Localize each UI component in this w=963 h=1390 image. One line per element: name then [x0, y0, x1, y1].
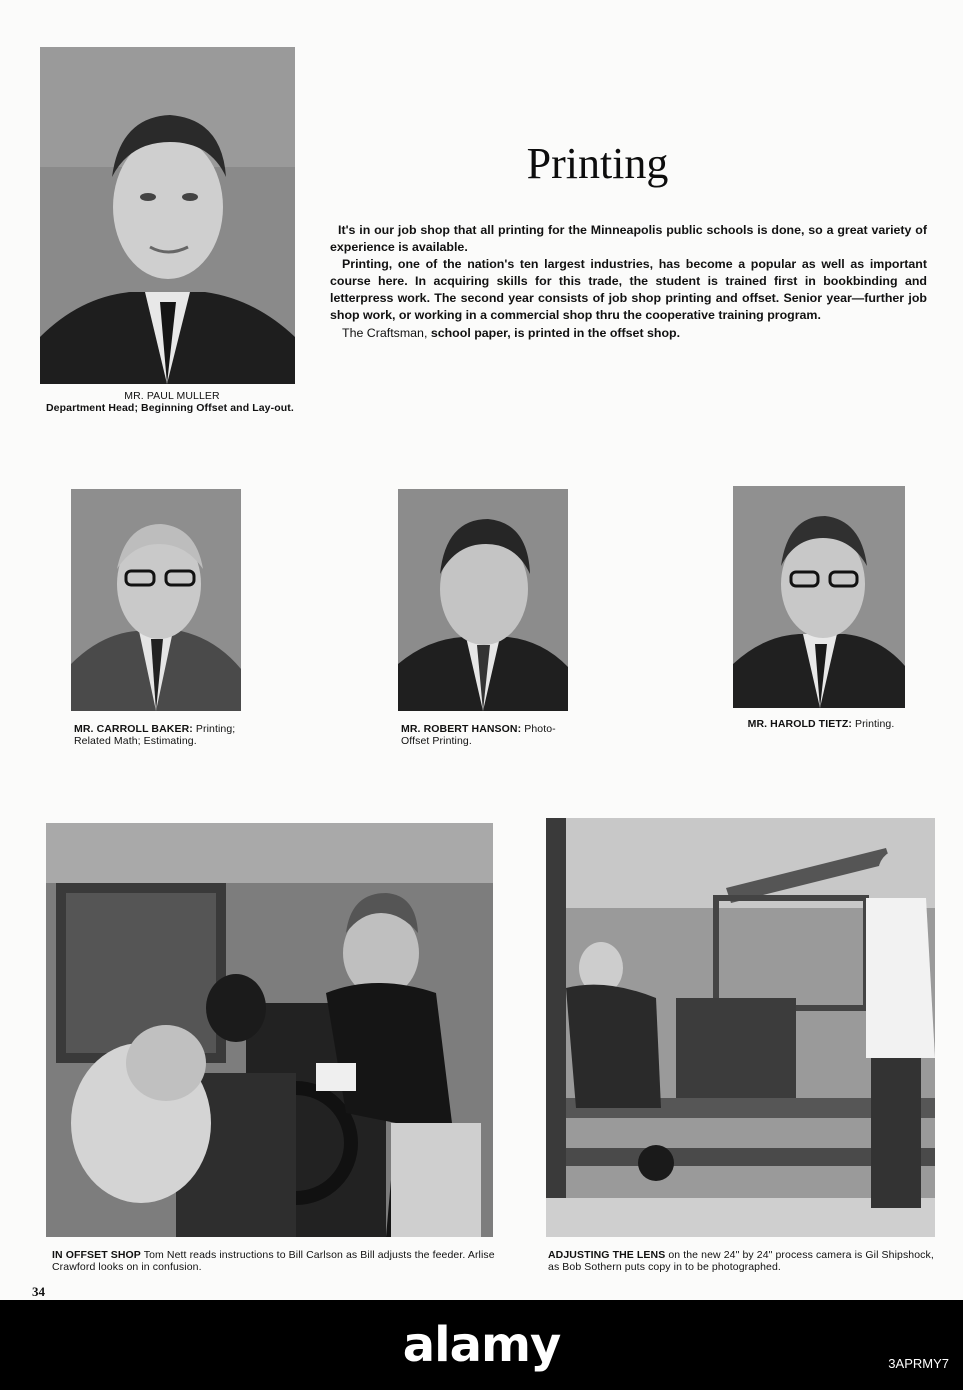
caption-text: on the new 24" by 24" process camera is Gil Shipshock, as Bob Sothern puts copy in to be photographed.: [548, 1249, 934, 1273]
watermark-image-id: 3APRMY7: [888, 1356, 949, 1371]
page-title: Printing: [526, 139, 669, 188]
publication-name: The Craftsman,: [342, 325, 428, 340]
article-body: [330, 222, 927, 342]
photo-offset-shop: [46, 823, 493, 1237]
photo-process-camera: [546, 818, 935, 1237]
caption-lead: ADJUSTING THE LENS: [548, 1249, 666, 1261]
article-paragraph: It's in our job shop that all printing for the Minneapolis public schools is done, so a great variety of experience is available.: [330, 223, 927, 255]
article-paragraph: Printing, one of the nation's ten largest industries, has become a popular as well as important course here. In acquiring skills for this trade, the student is trained first in bookbinding and letterpress work. The second year consists of job shop printing and offset. Senior year—further job shop work, or working in a commercial shop thru the cooperative training program.: [330, 257, 927, 323]
portrait-role: Department Head; Beginning Offset and Lay-out.: [46, 402, 294, 414]
portrait-role: Printing; Related Math; Estimating.: [74, 723, 236, 747]
photo-caption-offset-shop: [52, 1249, 497, 1273]
portrait-caption-robert-hanson: [401, 723, 571, 747]
article-paragraph-rest: school paper, is printed in the offset shop.: [427, 325, 681, 340]
portrait-role: Photo-Offset Printing.: [401, 723, 556, 747]
page-number: 34: [32, 1284, 45, 1299]
portrait-role: Printing.: [851, 718, 895, 730]
portrait-name: MR. CARROLL BAKER:: [74, 723, 193, 735]
photo-caption-process-camera: [548, 1249, 936, 1273]
portrait-robert-hanson: [398, 489, 568, 711]
portrait-name: MR. PAUL MULLER: [124, 390, 220, 402]
caption-text: Tom Nett reads instructions to Bill Carlson as Bill adjusts the feeder. Arlise Crawford looks on in confusion.: [52, 1249, 495, 1273]
portrait-name: MR. ROBERT HANSON:: [401, 723, 522, 735]
portrait-carroll-baker: [71, 489, 241, 711]
portrait-paul-muller: [40, 47, 295, 384]
article-paragraph: [330, 325, 927, 342]
portrait-caption-harold-tietz: [735, 718, 907, 730]
portrait-name: MR. HAROLD TIETZ:: [747, 718, 852, 730]
watermark-logo: alamy: [402, 1317, 561, 1373]
portrait-caption-paul-muller: [46, 390, 298, 414]
portrait-caption-carroll-baker: [74, 723, 246, 747]
caption-lead: IN OFFSET SHOP: [52, 1249, 141, 1261]
portrait-harold-tietz: [733, 486, 905, 708]
